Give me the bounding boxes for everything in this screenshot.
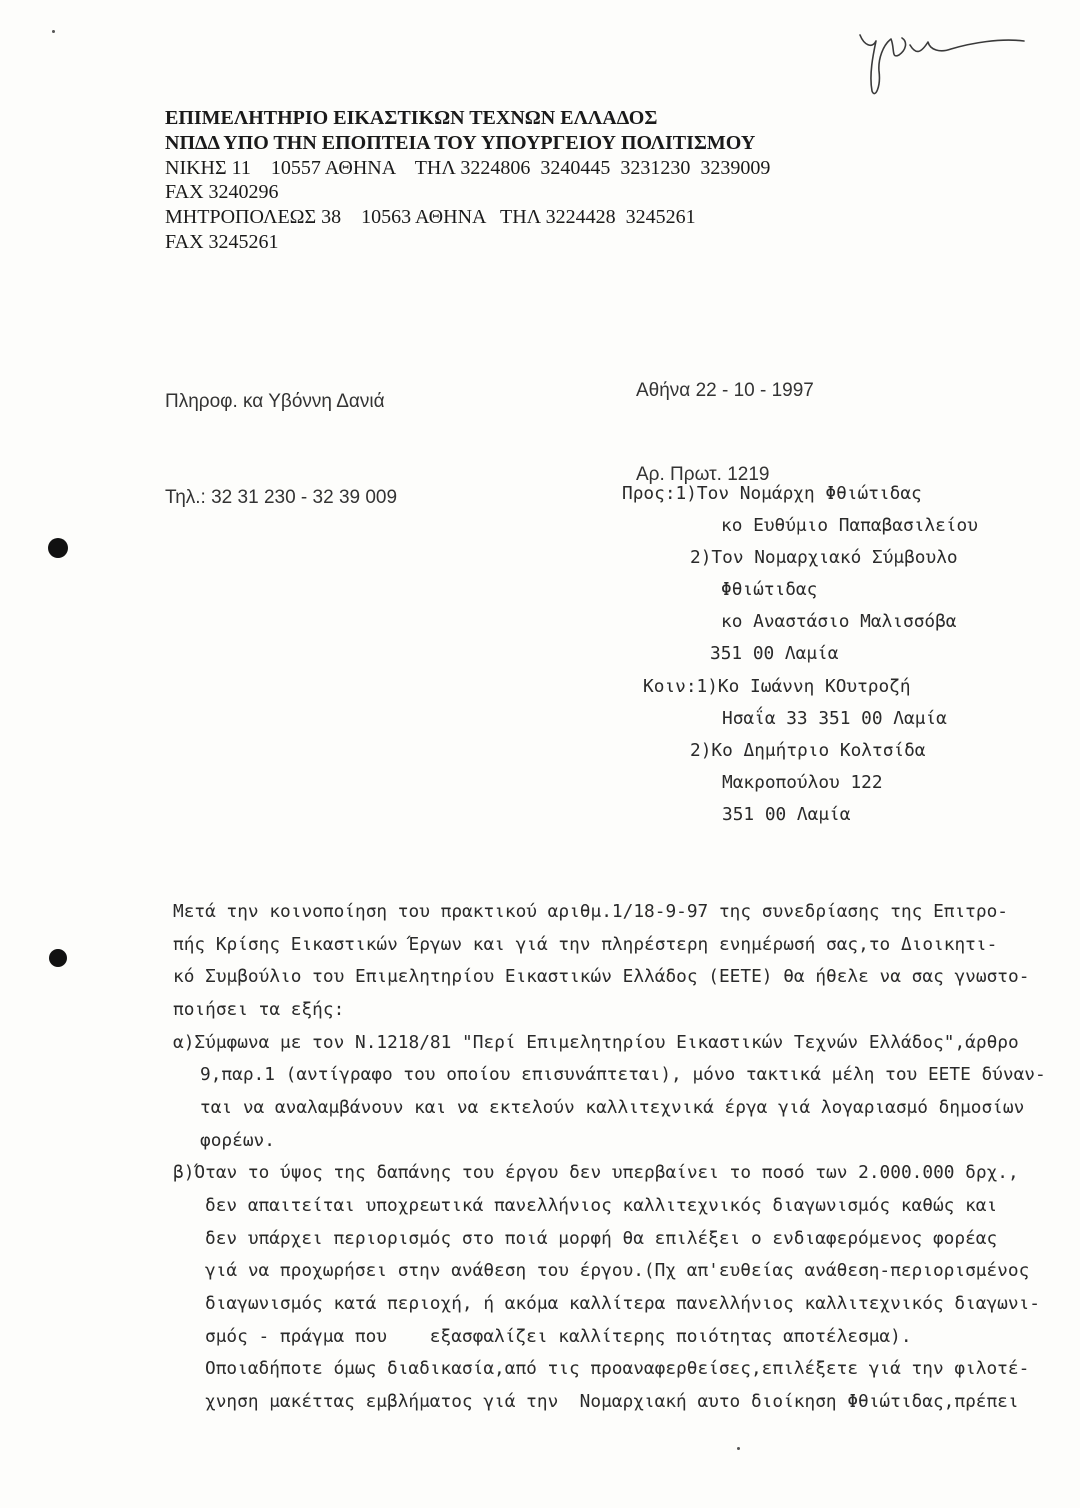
protocol-number: Αρ. Πρωτ. 1219 [636, 464, 770, 485]
body-line: κό Συμβούλιο του Επιμελητηρίου Εικαστικών Ελλάδος (ΕΕΤΕ) θα ήθελε να σας γνωστο- [173, 966, 1030, 988]
letterhead [165, 106, 770, 255]
scan-speck [737, 1447, 740, 1450]
cc-line: 2)Κο Δημήτριο Κολτσίδα [690, 739, 926, 761]
fax-line-2: FAX 3245261 [165, 230, 279, 253]
cc-line: 351 00 Λαμία [722, 803, 851, 825]
handwritten-signature [850, 15, 1030, 105]
recipient-line: 2)Τον Νομαρχιακό Σύμβουλο [690, 547, 958, 569]
scan-speck [52, 30, 55, 33]
body-line: Οποιαδήποτε όμως διαδικασία,από τις προαναφερθείσες,επιλέξετε γιά την φιλοτέ- [205, 1358, 1030, 1380]
recipient-line: κο Αναστάσιο Μαλισσόβα [721, 611, 957, 633]
contact-person: Πληροφ. κα Υβόννη Δανιά [165, 391, 385, 412]
fax-line-1: FAX 3240296 [165, 181, 279, 204]
body-line: 9,παρ.1 (αντίγραφο του οποίου επισυνάπτεται), μόνο τακτικά μέλη του ΕΕΤΕ δύναν- [200, 1064, 1046, 1086]
body-line: σμός - πράγμα που εξασφαλίζει καλλίτερης ποιότητας αποτέλεσμα). [205, 1325, 912, 1347]
body-line: Μετά την κοινοποίηση του πρακτικού αριθμ.1/18-9-97 της συνεδρίασης της Επιτρο- [173, 901, 1009, 922]
body-line: ται να αναλαμβάνουν και να εκτελούν καλλιτεχνικά έργα γιά λογαριασμό δημοσίων [200, 1097, 1025, 1119]
body-line: δεν απαιτείται υποχρεωτικά πανελλήνιος καλλιτεχνικός διαγωνισμός καθώς και [205, 1195, 998, 1217]
body-line: φορέων. [200, 1129, 275, 1151]
cc-line: Ησαΐα 33 351 00 Λαμία [722, 707, 947, 729]
body-line: β)Όταν το ύψος της δαπάνης του έργου δεν υπερβαίνει το ποσό των 2.000.000 δρχ., [173, 1162, 1019, 1184]
letter-date: Αθήνα 22 - 10 - 1997 [636, 380, 814, 401]
body-line: δεν υπάρχει περιορισμός στο ποιά μορφή θα επιλέξει ο ενδιαφερόμενος φορέας [205, 1227, 998, 1249]
recipient-line: 351 00 Λαμία [710, 643, 839, 665]
body-line: ποιήσει τα εξής: [173, 999, 345, 1021]
cc-line: Μακροπούλου 122 [722, 771, 883, 793]
body-line: γιά να προχωρήσει στην ανάθεση του έργου.(Πχ απ'ευθείας ανάθεση-περιορισμένος [205, 1260, 1030, 1282]
body-line: πής Κρίσης Εικαστικών Έργων και γιά την πληρέστερη ενημέρωσή σας,το Διοικητι- [173, 933, 998, 955]
address-line-1: ΝΙΚΗΣ 11 10557 ΑΘΗΝΑ ΤΗΛ 3224806 3240445 3231230 3239009 [165, 156, 771, 179]
recipient-line: Φθιώτιδας [721, 579, 818, 601]
cc-line: Κοιν:1)Κο Ιωάννη ΚΟυτροζή [643, 675, 911, 697]
punch-hole [48, 538, 68, 558]
recipient-line: Προς:1)Τον Νομάρχη Φθιώτιδας [622, 483, 922, 504]
body-line: α)Σύμφωνα με τον Ν.1218/81 "Περί Επιμελητηρίου Εικαστικών Τεχνών Ελλάδος",άρθρο [173, 1031, 1019, 1053]
letter-body [0, 896, 1080, 1419]
body-line: διαγωνισμός κατά περιοχή, ή ακόμα καλλίτερα πανελλήνιος καλλιτεχνικός διαγωνι- [205, 1293, 1041, 1315]
recipients-block [0, 478, 1080, 831]
body-line: χνηση μακέττας εμβλήματος γιά την Νομαρχιακή αυτο διοίκηση Φθιώτιδας,πρέπει [205, 1391, 1019, 1413]
contact-phone: Τηλ.: 32 31 230 - 32 39 009 [165, 487, 398, 508]
address-line-2: ΜΗΤΡΟΠΟΛΕΩΣ 38 10563 ΑΘΗΝΑ ΤΗΛ 3224428 3245261 [165, 206, 696, 229]
org-status: ΝΠΔΔ ΥΠΟ ΤΗΝ ΕΠΟΠΤΕΙΑ ΤΟΥ ΥΠΟΥΡΓΕΙΟΥ ΠΟΛΙΤΙΣΜΟΥ [165, 131, 756, 154]
org-name: ΕΠΙΜΕΛΗΤΗΡΙΟ ΕΙΚΑΣΤΙΚΩΝ ΤΕΧΝΩΝ ΕΛΛΑΔΟΣ [165, 107, 658, 129]
recipient-line: κο Ευθύμιο Παπαβασιλείου [721, 515, 978, 537]
